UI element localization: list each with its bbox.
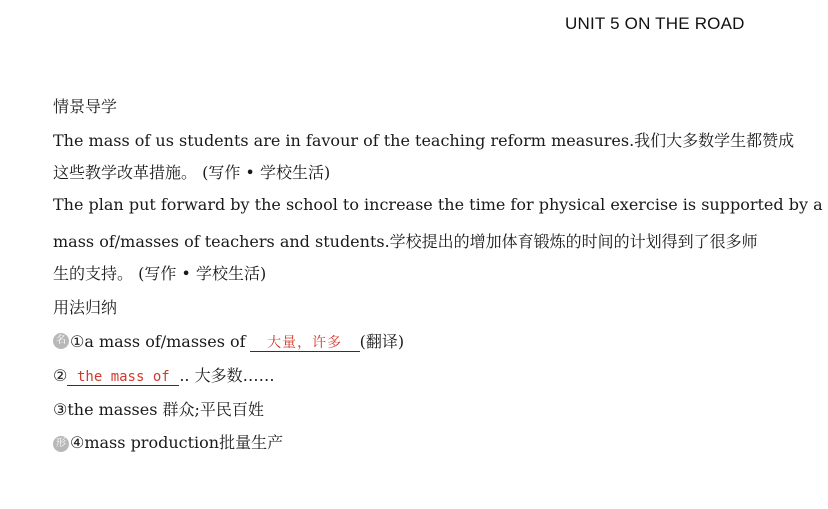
item-2-answer: the mass of: [67, 370, 179, 386]
example-sentence-1: The mass of us students are in favour of the teaching reform measures.我们大多数学生都赞成: [53, 131, 795, 150]
item-2-suffix: .. 大多数……: [179, 366, 275, 385]
usage-item-1: [70, 329, 404, 352]
usage-item-4: ④mass production批量生产: [70, 433, 284, 452]
example-sentence-2: The plan put forward by the school to increase the time for physical exercise is supported by a: [53, 195, 823, 214]
example-sentence-2-cont: mass of/masses of teachers and students.学校提出的增加体育锻炼的时间的计划得到了很多师: [53, 232, 758, 251]
usage-item-2: [53, 363, 275, 386]
item-1-answer: 大量，许多: [250, 336, 360, 352]
item-1-text: a mass of/masses of: [84, 332, 246, 351]
item-1-number: ①: [70, 332, 85, 351]
item-1-suffix: (翻译): [359, 332, 405, 351]
example-sentence-1-cont: 这些教学改革措施。 (写作 • 学校生活): [53, 163, 331, 182]
item-2-number: ②: [53, 366, 68, 385]
section-title-usage: 用法归纳: [53, 298, 118, 317]
unit-title: UNIT 5 ON THE ROAD: [565, 14, 745, 33]
adjective-badge-icon: 形: [53, 436, 69, 452]
noun-badge-icon: 名: [53, 333, 69, 349]
usage-item-3: ③the masses 群众;平民百姓: [53, 400, 264, 419]
example-sentence-2-end: 生的支持。 (写作 • 学校生活): [53, 264, 267, 283]
section-title-scenario: 情景导学: [53, 97, 118, 116]
